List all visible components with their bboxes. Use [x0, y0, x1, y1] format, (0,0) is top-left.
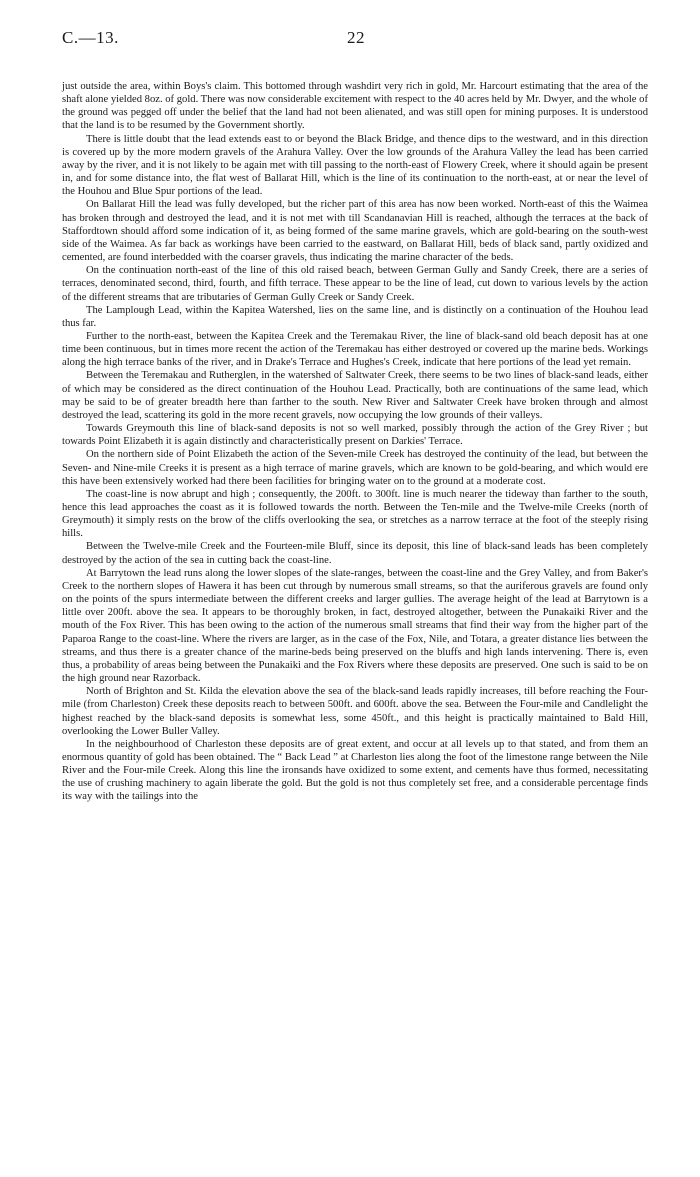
paragraph: The coast-line is now abrupt and high ; consequently, the 200ft. to 300ft. line is much nearer the tideway than farther to the south, hence this lead approaches the coast as it is followed towards the north. Between the Ten-mile and the Twelve-mile Creeks (north of Greymouth) it simply rests on the brow of the cliffs overlooking the sea, or stretches as a narrow terrace at the foot of the steeply rising hills.	[62, 488, 648, 540]
page-number: 22	[347, 28, 365, 47]
paragraph: There is little doubt that the lead extends east to or beyond the Black Bridge, and thence dips to the westward, and in this direction is covered up by the more modern gravels of the Arahura Valley. Over the low grounds of the Arahura Valley the lead has been carried away by the river, and it is not likely to be again met with till passing to the north-east of Flowery Creek, where it should again be present in, and for some distance into, the flat west of Ballarat Hill, which is the line of its continuation to the north-east, at or near the level of the Houhou and Blue Spur portions of the lead.	[62, 133, 648, 198]
body-text	[62, 80, 648, 804]
paragraph: On the continuation north-east of the line of this old raised beach, between German Gully and Sandy Creek, there are a series of terraces, denominated second, third, fourth, and fifth terrace. These appear to be the line of lead, cut down to various levels by the action of the different streams that are tributaries of German Gully Creek or Sandy Creek.	[62, 265, 648, 303]
paragraph: Towards Greymouth this line of black-sand deposits is not so well marked, possibly through the action of the Grey River ; but towards Point Elizabeth it is again distinctly and characteristically present on Darkies' Terrace.	[62, 423, 648, 448]
paragraph: In the neighbourhood of Charleston these deposits are of great extent, and occur at all levels up to that stated, and from them an enormous quantity of gold has been obtained. The “ Back Lead ” at Charleston lies along the foot of the limestone range between the Nile River and the Four-mile Creek. Along this line the ironsands have oxidized to some extent, and cements have thus formed, necessitating the use of crushing machinery to again liberate the gold. But the gold is not thus completely set free, and a considerable percentage finds its way with the tailings into the	[62, 738, 648, 803]
paragraph: Between the Teremakau and Rutherglen, in the watershed of Saltwater Creek, there seems to be two lines of black-sand leads, either of which may be considered as the direct continuation of the Houhou Lead. Practically, both are continuations of the same lead, which may be said to be of greater breadth here than farther to the south. New River and Saltwater Creek have broken through and almost destroyed the lead, scattering its gold in the more recent gravels, now occupying the low grounds of their valleys.	[62, 370, 648, 421]
page-header	[62, 28, 650, 52]
paragraph: On the northern side of Point Elizabeth the action of the Seven-mile Creek has destroyed the continuity of the lead, but between the Seven- and Nine-mile Creeks it is present as a high terrace of marine gravels, which are known to be gold-bearing, and which would ere this have been extensively worked had there been facilities for bringing water on to the ground at a moderate cost.	[62, 449, 648, 487]
paragraph: The Lamplough Lead, within the Kapitea Watershed, lies on the same line, and is distinctly on a continuation of the Houhou lead thus far.	[62, 304, 648, 329]
paragraph: North of Brighton and St. Kilda the elevation above the sea of the black-sand leads rapidly increases, till before reaching the Four-mile (from Charleston) Creek these deposits reach to between 500ft. and 600ft. above the sea. Between the Four-mile and Candlelight the highest reached by the black-sand deposits is somewhat less, some 450ft., and this height is practically maintained to Bald Hill, overlooking the Lower Buller Valley.	[62, 686, 648, 737]
paragraph: At Barrytown the lead runs along the lower slopes of the slate-ranges, between the coast-line and the Grey Valley, and from Baker's Creek to the northern slopes of Hawera it has been cut through by numerous small streams, so that the auriferous gravels are found only on the points of the spurs intermediate between the different creeks and larger gullies. The average height of the lead at Barrytown is a little over 200ft. above the sea. It appears to be thoroughly broken, in fact, destroyed altogether, between the Punakaiki River and the mouth of the Fox River. This has been owing to the action of the numerous small streams that find their way from the higher part of the Paparoa Range to the coast-line. Where the rivers are larger, as in the case of the Fox, Nile, and Totara, a greater distance lies between the streams, and thus there is a greater chance of the marine-beds being preserved on the bluffs and high lands intervening. There is, even thus, a probability of areas being between the Punakaiki and the Fox Rivers where these deposits are preserved. One such is said to be on the high ground near Razorback.	[62, 567, 648, 685]
document-reference: C.—13.	[62, 28, 119, 47]
paragraph: On Ballarat Hill the lead was fully developed, but the richer part of this area has now been worked. North-east of this the Waimea has broken through and destroyed the lead, and it is not met with till Scandanavian Hill is reached, although the terraces at the back of Staffordtown should afford some indication of it, as being formed of the same marine gravels, which are gold-bearing on the south-west side of the Waimea. As far back as workings have been carried to the eastward, on Ballarat Hill, beds of black sand, partly oxidized and cemented, are found interbedded with the coarser gravels, thus indicating the marine character of the beds.	[62, 199, 648, 264]
paragraph: Further to the north-east, between the Kapitea Creek and the Teremakau River, the line of black-sand old beach deposit has at one time been continuous, but in times more recent the action of the Teremakau has either destroyed or covered up the marine beds. Workings along the high terrace banks of the river, and in Drake's Terrace and Hughes's Creek, indicate that here portions of the lead yet remain.	[62, 330, 648, 369]
paragraph: just outside the area, within Boys's claim. This bottomed through washdirt very rich in gold, Mr. Harcourt estimating that the area of the shaft alone yielded 8oz. of gold. There was now considerable excitement with respect to the 40 acres held by Mr. Dwyer, and the whole of the ground was pegged off under the belief that the land had not been alienated, and was still open for mining purposes. It is understood that the land is to be resumed by the Government shortly.	[62, 81, 648, 132]
paragraph: Between the Twelve-mile Creek and the Fourteen-mile Bluff, since its deposit, this line of black-sand leads has been completely destroyed by the action of the sea in cutting back the coast-line.	[62, 541, 648, 566]
